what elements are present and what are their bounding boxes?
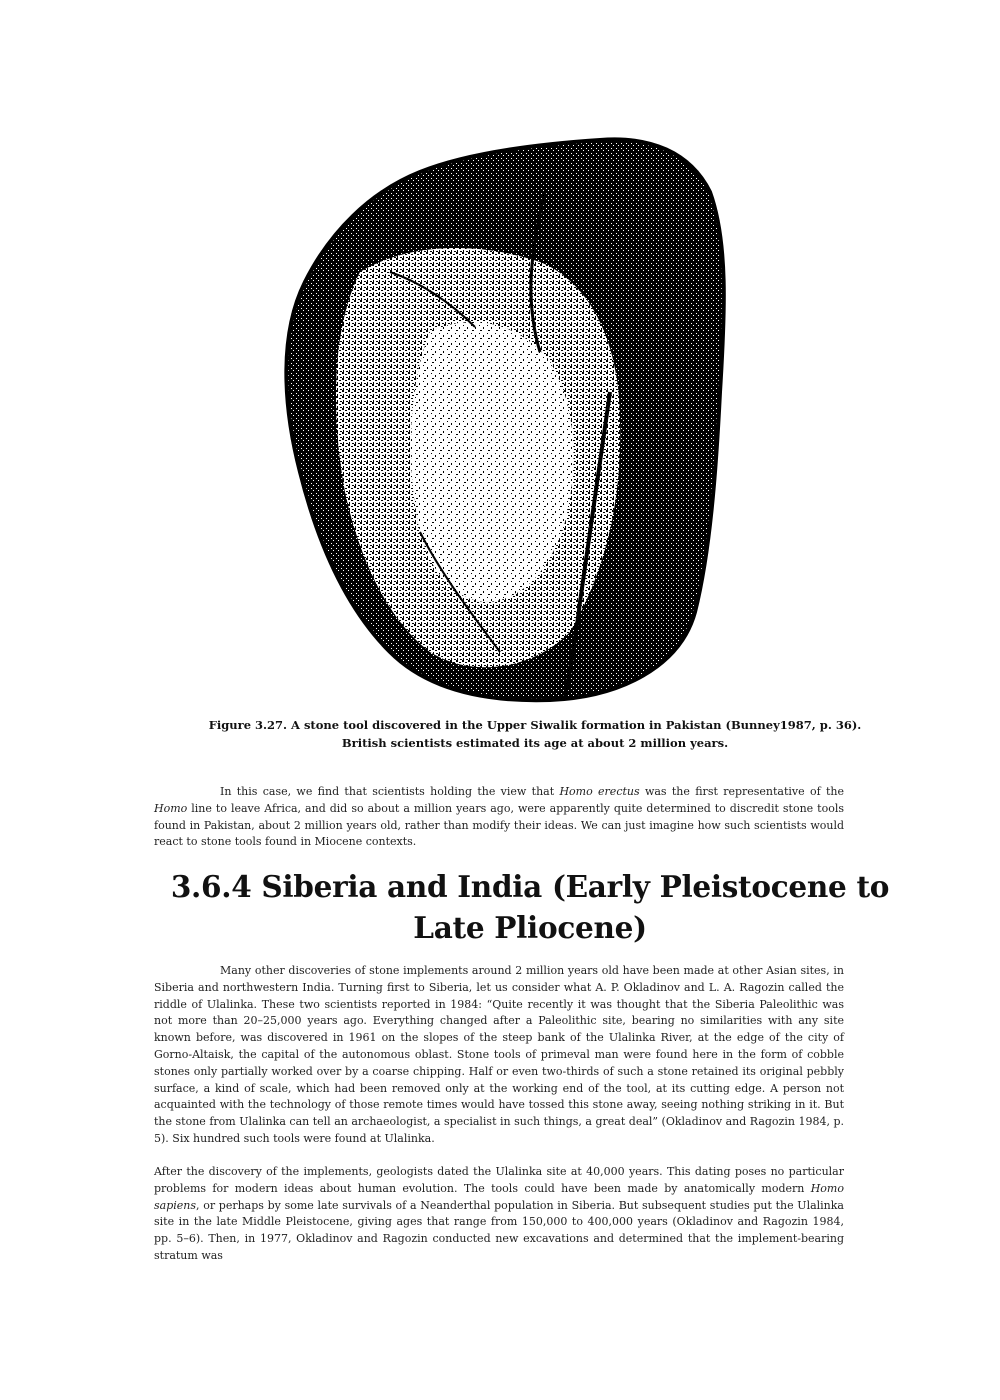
paragraph-intro-text-2: was the first representative of the: [639, 785, 844, 798]
section-heading-line-2: Late Pliocene): [413, 910, 647, 945]
stone-tool-illustration: [270, 132, 735, 707]
paragraph-dating: [154, 1164, 844, 1265]
paragraph-ulalinka: Many other discoveries of stone implements around 2 million years old have been made at other Asian sites, in Siberia and northwestern India. Turning first to Siberia, let us consider what A. P. Okladinov and L. A. Ragozin called the riddle of Ulalinka. These two scientists reported in 1984: “Quite recently it was thought that the Siberia Paleolithic was not more than 20–25,000 years ago. Everything changed after a Paleolithic site, bearing no similarities with any site known before, was discovered in 1961 on the slopes of the steep bank of the Ulalinka River, at the edge of the city of Gorno-Altaisk, the capital of the autonomous oblast. Stone tools of primeval man were found here in the form of cobble stones only partially worked over by a coarse chipping. Half or even two-thirds of such a stone retained its original pebbly surface, a kind of scale, which had been removed only at the working end of the tool, at its cutting edge. A person not acquainted with the technology of those remote times would have tossed this stone away, seeing nothing striking in it. But the stone from Ulalinka can tell an archaeologist, a specialist in such things, a great deal” (Okladinov and Ragozin 1984, p. 5). Six hundred such tools were found at Ulalinka.: [154, 964, 844, 1145]
caption-line-2: British scientists estimated its age at about 2 million years.: [341, 736, 729, 750]
paragraph-intro-emphasis-2: Homo: [154, 801, 188, 815]
stone-tool-figure: [270, 132, 735, 707]
section-heading-line-1: 3.6.4 Siberia and India (Early Pleistocene to: [170, 869, 890, 904]
caption-line-1: Figure 3.27. A stone tool discovered in the Upper Siwalik formation in Pakistan (Bunney1987, p. 36).: [208, 718, 862, 732]
paragraph-dating-text-2: , or perhaps by some late survivals of a Neanderthal population in Siberia. But subsequent studies put the Ulalinka site in the late Middle Pleistocene, giving ages that range from 150,000 to 400,000 years (Okladinov and Ragozin 1984, pp. 5–6). Then, in 1977, Okladinov and Ragozin conducted new excavations and determined that the implement-bearing stratum was: [154, 1198, 844, 1262]
section-heading: [150, 866, 910, 948]
figure-caption: [150, 716, 920, 752]
paragraph-intro: [154, 784, 844, 851]
paragraph-intro-emphasis-1: Homo erectus: [559, 785, 640, 798]
paragraph-dating-text-1: After the discovery of the implements, geologists dated the Ulalinka site at 40,000 years. This dating poses no particular problems for modern ideas about human evolution. The tools could have been made by anatomically modern: [154, 1165, 844, 1195]
paragraph-dating-emphasis-1: Homo sapiens: [154, 1181, 844, 1212]
paragraph-intro-text-3: line to leave Africa, and did so about a million years ago, were apparently quite determined to discredit stone tools found in Pakistan, about 2 million years old, rather than modify their ideas. We can just imagine how such scientists would react to stone tools found in Miocene contexts.: [154, 801, 844, 849]
paragraph-intro-text-1: In this case, we find that scientists holding the view that: [220, 785, 560, 798]
